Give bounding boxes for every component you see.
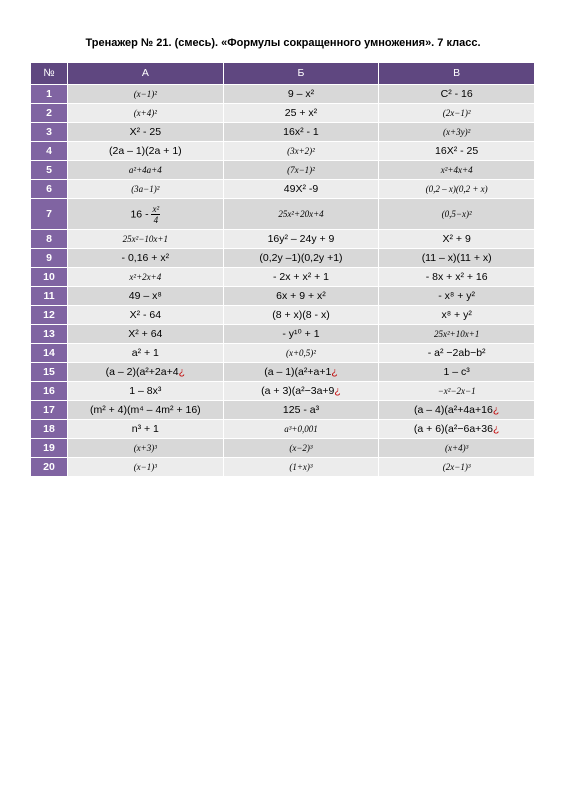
- expression-cell-c: [379, 85, 535, 104]
- expression-text: (2a – 1)(2a + 1): [108, 144, 182, 157]
- row-number: 10: [31, 268, 68, 287]
- expression-cell-c: [379, 439, 535, 458]
- expression-text: a² + 1: [131, 346, 159, 359]
- expression-text: x⁸ + y²: [441, 308, 472, 321]
- expression-cell-c: [379, 104, 535, 123]
- expression-cell-c: [379, 382, 535, 401]
- expression-text: 1 – c³: [443, 365, 470, 378]
- expression-cell-b: [223, 306, 379, 325]
- expression-cell-a: [68, 85, 224, 104]
- expression-text: - a² −2ab−b²: [427, 346, 486, 359]
- row-number: 15: [31, 363, 68, 382]
- expression-text: (8 + x)(8 - x): [272, 308, 330, 321]
- table-row: [31, 85, 535, 104]
- expression-text: (a – 4)(a²+4a+16: [414, 403, 493, 416]
- expression-text: (2x−1)³: [442, 461, 471, 472]
- expression-cell-a: [68, 199, 224, 230]
- expression-cell-a: [68, 439, 224, 458]
- row-number: 6: [31, 180, 68, 199]
- expression-cell-b: [223, 268, 379, 287]
- expression-cell-a: [68, 104, 224, 123]
- expression-text: (a + 6)(a²−6a+36: [413, 422, 493, 435]
- table-row: [31, 363, 535, 382]
- expression-cell-b: [223, 85, 379, 104]
- expression-cell-b: [223, 439, 379, 458]
- fraction: [151, 204, 160, 225]
- expression-text: (x−1)²: [133, 88, 157, 99]
- expression-cell-c: [379, 249, 535, 268]
- expression-text: 25x²−10x+1: [122, 233, 168, 244]
- expression-text: (a – 2)(a²+2a+4: [105, 365, 179, 378]
- expression-cell-c: [379, 325, 535, 344]
- table-row: [31, 142, 535, 161]
- expression-text: C² - 16: [440, 87, 473, 100]
- expression-text: (x−1)³: [133, 461, 157, 472]
- expression-text: x²+4x+4: [440, 164, 473, 175]
- expression-cell-c: [379, 363, 535, 382]
- header-column-c: В: [379, 63, 535, 85]
- expression-cell-b: [223, 249, 379, 268]
- expression-text: (0,5−x)²: [441, 208, 472, 219]
- expression-text: X² + 64: [128, 327, 163, 340]
- row-number: 1: [31, 85, 68, 104]
- row-number: 17: [31, 401, 68, 420]
- row-number: 14: [31, 344, 68, 363]
- row-number: 2: [31, 104, 68, 123]
- expression-text: 25x²+20x+4: [278, 208, 324, 219]
- expression-cell-c: [379, 401, 535, 420]
- expression-text: - y¹⁰ + 1: [282, 327, 320, 340]
- expression-text: a²+4a+4: [128, 164, 162, 175]
- header-column-a: А: [68, 63, 224, 85]
- expression-text: (x+3y)²: [443, 126, 471, 137]
- expression-cell-c: [379, 344, 535, 363]
- expression-cell-b: [223, 230, 379, 249]
- row-number: 7: [31, 199, 68, 230]
- table-row: [31, 401, 535, 420]
- table-row: [31, 161, 535, 180]
- expression-text: X² - 25: [129, 125, 162, 138]
- expression-cell-a: [68, 382, 224, 401]
- expression-text: (x+3)³: [133, 442, 157, 453]
- table-row: [31, 306, 535, 325]
- expression-text: (0,2 – x)(0,2 + x): [425, 183, 488, 194]
- row-number: 19: [31, 439, 68, 458]
- expression-cell-b: [223, 420, 379, 439]
- expression-text: x²+2x+4: [129, 271, 162, 282]
- expression-cell-a: [68, 306, 224, 325]
- expression-cell-c: [379, 458, 535, 477]
- expression-text: - 0,16 + x²: [121, 251, 170, 264]
- page-title: Тренажер № 21. (смесь). «Формулы сокращенного умножения». 7 класс.: [85, 37, 481, 49]
- expression-text: (x+0,5)²: [285, 347, 316, 358]
- expression-cell-a: [68, 420, 224, 439]
- expression-text: (0,2y –1)(0,2y +1): [259, 251, 343, 264]
- row-number: 12: [31, 306, 68, 325]
- expression-text: (x−2)³: [289, 442, 313, 453]
- expression-cell-a: [68, 249, 224, 268]
- row-number: 16: [31, 382, 68, 401]
- row-number: 4: [31, 142, 68, 161]
- expression-cell-a: [68, 268, 224, 287]
- expression-cell-c: [379, 230, 535, 249]
- expression-text: 9 – x²: [287, 87, 315, 100]
- row-number: 8: [31, 230, 68, 249]
- expression-text: 16X² - 25: [435, 144, 479, 157]
- expression-cell-c: [379, 142, 535, 161]
- expression-text: (3a−1)²: [131, 183, 160, 194]
- expression-cell-a: [68, 142, 224, 161]
- tail-symbol: ¿: [331, 365, 338, 378]
- table-row: [31, 382, 535, 401]
- expression-text: n³ + 1: [131, 422, 159, 435]
- expression-text: X² + 9: [442, 232, 471, 245]
- table-row: [31, 180, 535, 199]
- expression-text: 16y² – 24y + 9: [267, 232, 335, 245]
- expression-text: (a + 3)(a²−3a+9: [261, 384, 335, 397]
- expression-cell-c: [379, 199, 535, 230]
- expression-cell-a: [68, 287, 224, 306]
- expression-text: - 8x + x² + 16: [425, 270, 488, 283]
- expression-cell-c: [379, 123, 535, 142]
- expression-text: (x+4)³: [445, 442, 469, 453]
- expression-text: - x⁸ + y²: [438, 289, 476, 302]
- expression-cell-b: [223, 142, 379, 161]
- expression-cell-a: [68, 123, 224, 142]
- expression-cell-c: [379, 287, 535, 306]
- expression-cell-b: [223, 161, 379, 180]
- table-row: [31, 439, 535, 458]
- expression-cell-b: [223, 344, 379, 363]
- expression-text: 16x² - 1: [283, 125, 319, 138]
- expression-text: 25 + x²: [284, 106, 318, 119]
- expression-cell-b: [223, 104, 379, 123]
- exercise-table: [30, 62, 535, 477]
- expression-cell-a: [68, 230, 224, 249]
- header-number: №: [31, 63, 68, 85]
- row-number: 9: [31, 249, 68, 268]
- table-row: [31, 287, 535, 306]
- tail-symbol: ¿: [492, 422, 500, 435]
- table-row: [31, 249, 535, 268]
- expression-text: (a – 1)(a²+a+1: [264, 365, 332, 378]
- table-row: [31, 458, 535, 477]
- row-number: 11: [31, 287, 68, 306]
- expression-cell-b: [223, 458, 379, 477]
- table-header-row: [31, 63, 535, 85]
- table-row: [31, 325, 535, 344]
- expression-text: 6x + 9 + x²: [276, 289, 326, 302]
- expression-cell-c: [379, 180, 535, 199]
- expression-text: X² - 64: [129, 308, 162, 321]
- expression-text: (x+4)²: [133, 107, 157, 118]
- expression-text: (11 – x)(11 + x): [421, 251, 492, 264]
- expression-text: (2x−1)²: [442, 107, 471, 118]
- expression-text: 49 – x⁸: [128, 289, 162, 302]
- expression-text: (m² + 4)(m⁴ – 4m² + 16): [89, 403, 201, 416]
- table-row: [31, 199, 535, 230]
- expression-cell-b: [223, 401, 379, 420]
- expression-cell-b: [223, 287, 379, 306]
- expression-cell-b: [223, 199, 379, 230]
- table-row: [31, 230, 535, 249]
- header-column-b: Б: [223, 63, 379, 85]
- expression-cell-a: [68, 363, 224, 382]
- tail-symbol: ¿: [492, 403, 500, 416]
- expression-cell-c: [379, 306, 535, 325]
- fraction-numerator: x²: [152, 203, 160, 214]
- expression-cell-b: [223, 363, 379, 382]
- expression-text: −x²−2x−1: [437, 385, 476, 396]
- tail-symbol: ¿: [178, 365, 186, 378]
- table-row: [31, 344, 535, 363]
- expression-text: - 2x + x² + 1: [272, 270, 329, 283]
- row-number: 18: [31, 420, 68, 439]
- fraction-denominator: 4: [153, 214, 159, 225]
- row-number: 3: [31, 123, 68, 142]
- expression-cell-a: [68, 401, 224, 420]
- table-row: [31, 123, 535, 142]
- expression-text: 25x²+10x+1: [433, 328, 480, 339]
- expression-cell-b: [223, 180, 379, 199]
- expression-cell-c: [379, 268, 535, 287]
- expression-cell-c: [379, 161, 535, 180]
- expression-cell-c: [379, 420, 535, 439]
- expression-cell-a: [68, 325, 224, 344]
- expression-text: (3x+2)²: [287, 145, 315, 156]
- row-number: 13: [31, 325, 68, 344]
- expression-cell-b: [223, 382, 379, 401]
- expression-cell-a: [68, 344, 224, 363]
- expression-text: (1+x)³: [289, 461, 313, 472]
- expression-cell-b: [223, 325, 379, 344]
- expression-text: (7x−1)²: [287, 164, 315, 175]
- expression-cell-a: [68, 180, 224, 199]
- table-row: [31, 104, 535, 123]
- expression-text: 49X² -9: [283, 182, 319, 195]
- expression-cell-a: [68, 458, 224, 477]
- expression-cell-b: [223, 123, 379, 142]
- expression-text: 1 – 8x³: [129, 384, 162, 397]
- expression-text: a³+0,001: [284, 423, 318, 434]
- table-row: [31, 268, 535, 287]
- expression-text: 16 -: [130, 207, 149, 220]
- table-row: [31, 420, 535, 439]
- row-number: 5: [31, 161, 68, 180]
- row-number: 20: [31, 458, 68, 477]
- tail-symbol: ¿: [334, 384, 341, 397]
- expression-cell-a: [68, 161, 224, 180]
- expression-text: 125 - a³: [282, 403, 320, 416]
